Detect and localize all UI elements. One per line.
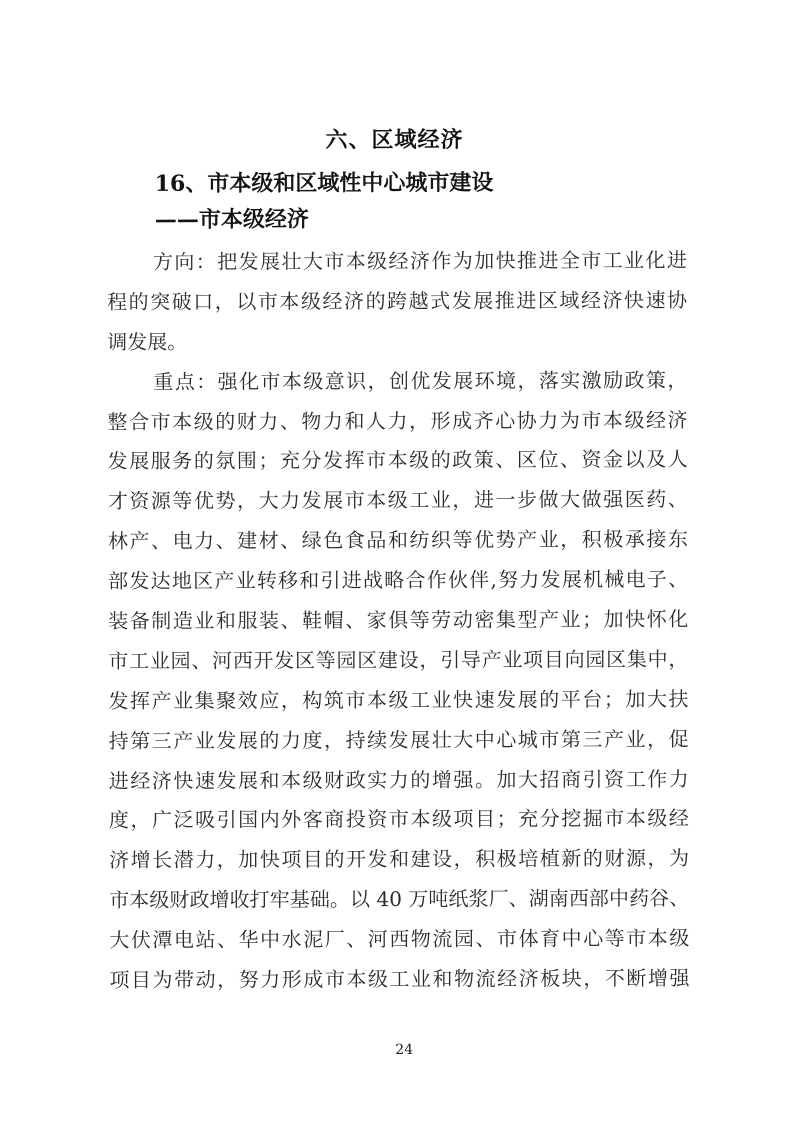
- subsection-heading: ——市本级经济: [154, 206, 309, 233]
- text-line: 装备制造业和服装、鞋帽、家俱等劳动密集型产业；加快怀化: [108, 606, 689, 634]
- text-line: 度，广泛吸引国内外客商投资市本级项目；充分挖掘市本级经: [108, 806, 689, 833]
- text-line: 市本级财政增收打牢基础。以 40 万吨纸浆厂、湖南西部中药谷、: [109, 886, 690, 913]
- text-line: 持第三产业发展的力度，持续发展壮大中心城市第三产业，促: [108, 726, 689, 753]
- text-line: 程的突破口，以市本级经济的跨越式发展推进区域经济快速协: [107, 287, 688, 314]
- text-line: 市工业园、河西开发区等园区建设，引导产业项目向园区集中，: [108, 646, 689, 673]
- text-line: 调发展。: [107, 329, 188, 354]
- page-number: 24: [395, 1041, 414, 1059]
- text-line: 发展服务的氛围；充分发挥市本级的政策、区位、资金以及人: [107, 447, 688, 474]
- text-line: 重点：强化市本级意识，创优发展环境，落实激励政策，: [153, 367, 688, 394]
- text-line: 大伏潭电站、华中水泥厂、河西物流园、市体育中心等市本级: [109, 926, 690, 953]
- text-line: 方向：把发展壮大市本级经济作为加快推进全市工业化进: [152, 247, 687, 274]
- text-line: 才资源等优势，大力发展市本级工业，进一步做大做强医药、: [107, 487, 688, 514]
- text-line: 济增长潜力，加快项目的开发和建设，积极培植新的财源，为: [109, 846, 690, 873]
- text-line: 项目为带动，努力形成市本级工业和物流经济板块，不断增强: [109, 966, 690, 993]
- text-line: 进经济快速发展和本级财政实力的增强。加大招商引资工作力: [108, 766, 689, 793]
- body-text: [107, 241, 690, 1001]
- section-heading: 16、市本级和区域性中心城市建设: [154, 169, 494, 197]
- page-title: 六、区域经济: [325, 127, 464, 154]
- text-line: 整合市本级的财力、物力和人力，形成齐心协力为市本级经济: [107, 407, 688, 434]
- text-line: 林产、电力、建材、绿色食品和纺织等优势产业，积极承接东: [107, 527, 688, 554]
- text-line: 发挥产业集聚效应，构筑市本级工业快速发展的平台；加大扶: [108, 686, 689, 713]
- text-line: 部发达地区产业转移和引进战略合作伙伴,努力发展机械电子、: [108, 567, 689, 594]
